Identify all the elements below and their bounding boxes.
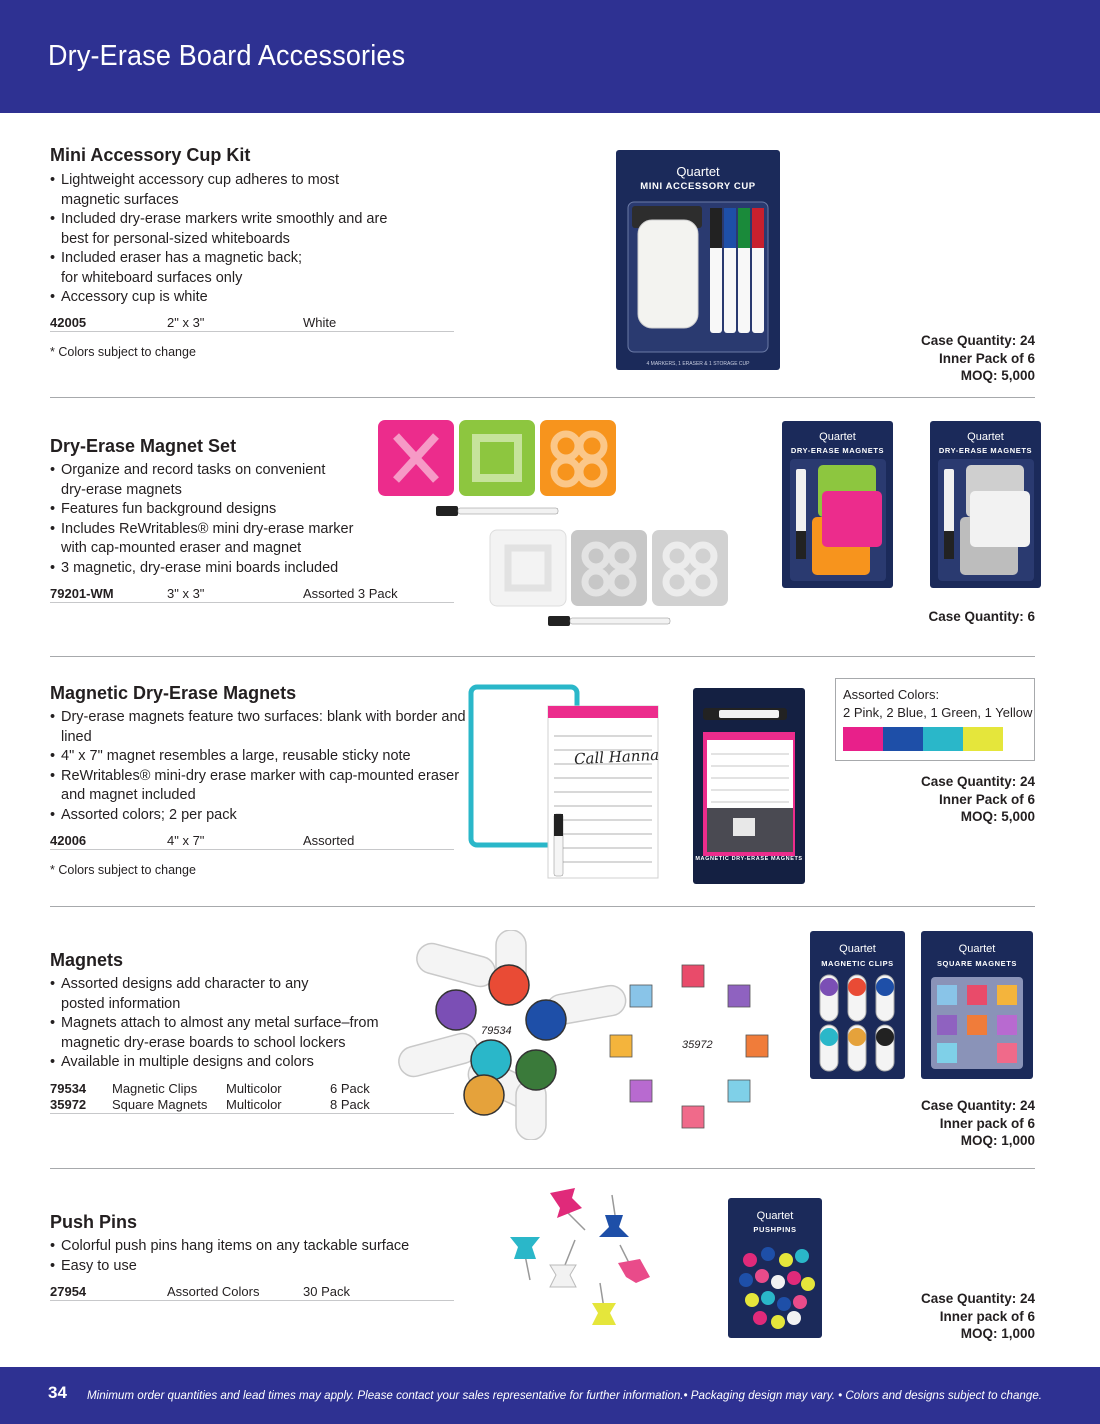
feature-list xyxy=(50,708,466,825)
case-info xyxy=(928,608,1035,626)
moq: MOQ: 5,000 xyxy=(960,368,1035,383)
feature-item: • Assorted colors; 2 per pack xyxy=(50,806,466,826)
swatch-pink xyxy=(843,727,883,751)
sku-row xyxy=(50,1097,454,1114)
feature-item: • Available in multiple designs and colors xyxy=(50,1053,379,1073)
brand-logo: Quartet xyxy=(756,1210,794,1222)
footer-disclaimer: Minimum order quantities and lead times may apply. Please contact your sales representative for further information.• Packaging design may vary. • Colors and designs subject to change. xyxy=(87,1389,1042,1402)
sku-row xyxy=(50,1081,454,1098)
magnet-set-package-color xyxy=(782,421,893,588)
package-contents xyxy=(810,931,905,1079)
section-divider xyxy=(50,906,1035,907)
feature-item: • Lightweight accessory cup adheres to most magnetic surfaces xyxy=(50,171,387,210)
feature-list xyxy=(50,975,379,1073)
sku-row xyxy=(50,1284,454,1301)
package-label: MINI ACCESSORY CUP xyxy=(640,181,756,192)
brand-logo: Quartet xyxy=(958,943,996,955)
package-contents xyxy=(782,421,893,588)
sku-color: Multicolor xyxy=(226,1081,282,1096)
sku-size: 3" x 3" xyxy=(167,586,205,601)
feature-item: • Assorted designs add character to any posted information xyxy=(50,975,379,1014)
moq: MOQ: 5,000 xyxy=(960,809,1035,824)
case-info xyxy=(921,1290,1035,1343)
feature-item: • Easy to use xyxy=(50,1257,409,1277)
section-divider xyxy=(50,1168,1035,1169)
cup-kit-illustration xyxy=(616,150,780,370)
moq: MOQ: 1,000 xyxy=(960,1133,1035,1148)
feature-item: • Included eraser has a magnetic back; for whiteboard surfaces only xyxy=(50,249,387,288)
brand-logo: Quartet xyxy=(839,943,876,955)
sku-number: 35972 xyxy=(50,1097,87,1112)
feature-item: • Includes ReWritables® mini dry-erase marker with cap-mounted eraser and magnet xyxy=(50,520,353,559)
sku-name: Magnetic Clips xyxy=(112,1081,198,1096)
feature-list xyxy=(50,1237,409,1276)
inner-pack: Inner Pack of 6 xyxy=(938,350,1035,366)
swatch-blue xyxy=(883,727,923,751)
case-quantity: Case Quantity: 24 xyxy=(920,333,1035,348)
magnetic-clips-package xyxy=(810,931,905,1079)
package-contents xyxy=(693,688,805,884)
product-title: Magnetic Dry-Erase Magnets xyxy=(50,683,297,703)
package-footnote: 4 MARKERS, 1 ERASER & 1 STORAGE CUP xyxy=(646,361,750,367)
case-quantity: Case Quantity: 24 xyxy=(920,1098,1035,1113)
sku-color: Assorted xyxy=(303,833,355,848)
square-magnets-package xyxy=(921,931,1033,1079)
page-number: 34 xyxy=(48,1383,67,1402)
swatch-label: Assorted Colors: 2 Pink, 2 Blue, 1 Green, 1 Yellow xyxy=(843,687,1033,720)
package-label: DRY-ERASE MAGNETS xyxy=(938,446,1033,455)
package-label: DRY-ERASE MAGNETS xyxy=(790,446,885,455)
feature-list xyxy=(50,171,387,308)
colors-note: * Colors subject to change xyxy=(50,345,196,359)
product-title: Mini Accessory Cup Kit xyxy=(50,145,251,165)
sku-size: 2" x 3" xyxy=(167,315,205,330)
page-title: Dry-Erase Board Accessories xyxy=(48,40,406,72)
assorted-colors-box xyxy=(835,678,1035,761)
package-contents xyxy=(921,931,1033,1079)
product-title: Push Pins xyxy=(50,1212,138,1232)
sku-size: Assorted Colors xyxy=(167,1284,260,1299)
sku-row xyxy=(50,833,454,850)
swatch-teal xyxy=(923,727,963,751)
sku-number: 79534 xyxy=(50,1081,87,1096)
brand-logo: Quartet xyxy=(676,164,720,179)
feature-list xyxy=(50,461,353,578)
sku-number: 27954 xyxy=(50,1284,87,1299)
brand-logo: Quartet xyxy=(967,431,1004,443)
accessory-cup-package xyxy=(616,150,780,370)
package-label: MAGNETIC DRY-ERASE MAGNETS xyxy=(695,856,803,862)
sku-number: 42005 xyxy=(50,315,87,330)
feature-item: • Dry-erase magnets feature two surfaces: blank with border and lined xyxy=(50,708,466,747)
sku-color: Assorted 3 Pack xyxy=(303,586,398,601)
feature-item: • Magnets attach to almost any metal surface–from magnetic dry-erase boards to school lockers xyxy=(50,1014,379,1053)
colors-note: * Colors subject to change xyxy=(50,863,196,877)
feature-item: • 3 magnetic, dry-erase mini boards included xyxy=(50,559,353,579)
handwritten-note: Call Hanna xyxy=(573,745,660,769)
sku-number: 42006 xyxy=(50,833,87,848)
swatch-yellow xyxy=(963,727,1003,751)
push-pins-illustration xyxy=(500,1185,670,1340)
sku-color: 30 Pack xyxy=(303,1284,350,1299)
inner-pack: Inner pack of 6 xyxy=(939,1308,1035,1324)
product-code-label: 35972 xyxy=(682,1039,713,1051)
feature-item: • Organize and record tasks on convenient dry-erase magnets xyxy=(50,461,353,500)
magnet-set-illustration xyxy=(376,418,736,638)
sku-size: 4" x 7" xyxy=(167,833,205,848)
case-info xyxy=(921,773,1035,826)
package-contents xyxy=(728,1198,822,1338)
package-label: SQUARE MAGNETS xyxy=(936,959,1018,968)
feature-item: • Accessory cup is white xyxy=(50,288,387,308)
case-quantity: Case Quantity: 6 xyxy=(928,609,1035,624)
package-contents xyxy=(930,421,1041,588)
section-divider xyxy=(50,397,1035,398)
inner-pack: Inner pack of 6 xyxy=(939,1115,1035,1131)
product-title: Magnets xyxy=(50,950,124,970)
sku-color: Multicolor xyxy=(226,1097,282,1112)
sku-pack: 8 Pack xyxy=(330,1097,370,1112)
feature-item: • Features fun background designs xyxy=(50,500,353,520)
product-code-label: 79534 xyxy=(481,1025,512,1037)
package-label: PUSHPINS xyxy=(753,1225,797,1234)
case-quantity: Case Quantity: 24 xyxy=(920,1291,1035,1306)
feature-item: • ReWritables® mini-dry erase marker with cap-mounted eraser and magnet included xyxy=(50,767,466,806)
magnets-illustration xyxy=(396,930,786,1140)
sku-name: Square Magnets xyxy=(112,1097,208,1112)
feature-item: • Colorful push pins hang items on any tackable surface xyxy=(50,1237,409,1257)
case-info xyxy=(921,1097,1035,1150)
product-title: Dry-Erase Magnet Set xyxy=(50,436,237,456)
sku-pack: 6 Pack xyxy=(330,1081,370,1096)
inner-pack: Inner Pack of 6 xyxy=(938,791,1035,807)
pushpins-package xyxy=(728,1198,822,1338)
sku-number: 79201-WM xyxy=(50,586,114,601)
case-quantity: Case Quantity: 24 xyxy=(920,774,1035,789)
section-divider xyxy=(50,656,1035,657)
sku-row xyxy=(50,315,454,332)
dry-erase-sheets-illustration xyxy=(468,684,664,880)
magnet-set-package-gray xyxy=(930,421,1041,588)
feature-item: • Included dry-erase markers write smoothly and are best for personal-sized whiteboards xyxy=(50,210,387,249)
brand-logo: Quartet xyxy=(819,431,856,443)
package-label: MAGNETIC CLIPS xyxy=(821,959,894,968)
case-info xyxy=(921,332,1035,385)
moq: MOQ: 1,000 xyxy=(960,1326,1035,1341)
feature-item: • 4" x 7" magnet resembles a large, reusable sticky note xyxy=(50,747,466,767)
sku-color: White xyxy=(303,315,337,330)
dry-erase-magnets-package xyxy=(693,688,805,884)
